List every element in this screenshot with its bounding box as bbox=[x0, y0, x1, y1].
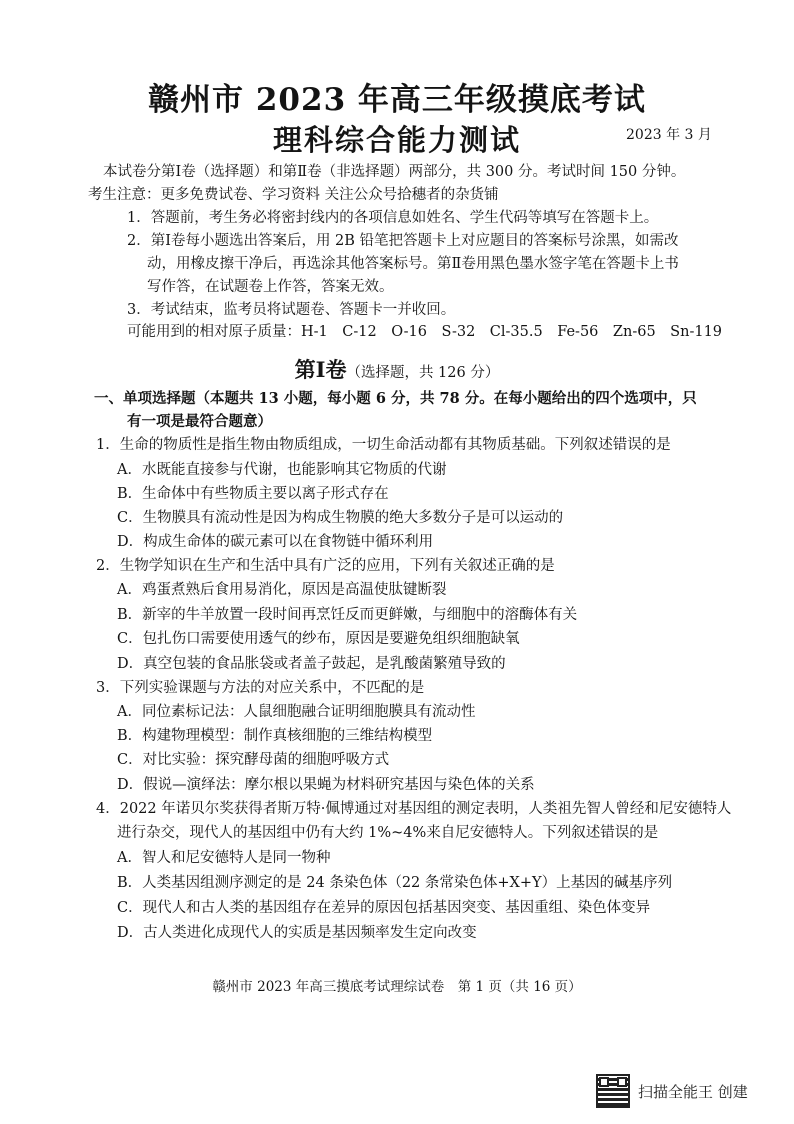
q4-stem-b: 进行杂交，现代人的基因组中仍有大约 1%~4%来自尼安德特人。下列叙述错误的是 bbox=[117, 825, 659, 841]
scanner-watermark bbox=[596, 1074, 748, 1108]
exam-title: 赣州市 2023 年高三年级摸底考试 bbox=[148, 82, 646, 118]
q4-option-d: D．古人类进化成现代人的实质是基因频率发生定向改变 bbox=[117, 925, 477, 941]
intro-notice: 考生注意：更多免费试卷、学习资料 关注公众号拾穗者的杂货铺 bbox=[88, 187, 499, 203]
intro-note-3: 3．考试结束，监考员将试题卷、答题卡一并收回。 bbox=[127, 302, 456, 318]
intro-atomic-masses: 可能用到的相对原子质量：H-1 C-12 O-16 S-32 Cl-35.5 Fe-56 Zn-65 Sn-119 bbox=[127, 324, 723, 340]
q1-option-d: D．构成生命体的碳元素可以在食物链中循环利用 bbox=[117, 534, 434, 550]
q1-option-c: C．生物膜具有流动性是因为构成生物膜的绝大多数分子是可以运动的 bbox=[117, 510, 564, 526]
q2-option-c: C．包扎伤口需要使用透气的纱布，原因是要避免组织细胞缺氧 bbox=[117, 631, 520, 647]
q2-option-a: A．鸡蛋煮熟后食用易消化，原因是高温使肽键断裂 bbox=[117, 582, 447, 598]
section-heading-b: 有一项是最符合题意） bbox=[127, 413, 272, 430]
q2-stem: 2．生物学知识在生产和生活中具有广泛的应用，下列有关叙述正确的是 bbox=[96, 558, 555, 574]
q3-option-c: C．对比实验：探究酵母菌的细胞呼吸方式 bbox=[117, 752, 390, 768]
q3-option-d: D．假说—演绎法：摩尔根以果蝇为材料研究基因与染色体的关系 bbox=[117, 777, 535, 793]
intro-note-2c: 写作答，在试题卷上作答，答案无效。 bbox=[147, 279, 394, 295]
exam-subtitle: 理科综合能力测试 bbox=[272, 123, 521, 157]
q2-option-d: D．真空包装的食品胀袋或者盖子鼓起，是乳酸菌繁殖导致的 bbox=[117, 656, 506, 672]
q3-option-b: B．构建物理模型：制作真核细胞的三维结构模型 bbox=[117, 728, 433, 744]
q4-option-c: C．现代人和古人类的基因组存在差异的原因包括基因突变、基因重组、染色体变异 bbox=[117, 900, 651, 916]
intro-note-1: 1．答题前，考生务必将密封线内的各项信息如姓名、学生代码等填写在答题卡上。 bbox=[127, 210, 659, 226]
q4-option-b: B．人类基因组测序测定的是 24 条染色体（22 条常染色体+X+Y）上基因的碱基序列 bbox=[117, 875, 673, 891]
q4-option-a: A．智人和尼安德特人是同一物种 bbox=[117, 850, 331, 866]
q2-option-b: B．新宰的牛羊放置一段时间再烹饪反而更鲜嫩，与细胞中的溶酶体有关 bbox=[117, 607, 578, 623]
section-heading-a: 一、单项选择题（本题共 13 小题，每小题 6 分，共 78 分。在每小题给出的四个选项中，只 bbox=[94, 390, 697, 407]
section-title-note: （选择题，共 126 分） bbox=[346, 365, 500, 381]
q1-option-b: B．生命体中有些物质主要以离子形式存在 bbox=[117, 486, 389, 502]
q1-stem: 1．生命的物质性是指生物由物质组成，一切生命活动都有其物质基础。下列叙述错误的是 bbox=[96, 437, 671, 453]
q1-option-a: A．水既能直接参与代谢，也能影响其它物质的代谢 bbox=[117, 462, 447, 478]
exam-date: 2023 年 3 月 bbox=[626, 127, 712, 143]
intro-note-2b: 动，用橡皮擦干净后，再选涂其他答案标号。第Ⅱ卷用黑色墨水签字笔在答题卡上书 bbox=[147, 256, 679, 272]
intro-note-2a: 2．第Ⅰ卷每小题选出答案后，用 2B 铅笔把答题卡上对应题目的答案标号涂黑，如需改 bbox=[127, 233, 679, 249]
page-footer: 赣州市 2023 年高三摸底考试理综试卷 第 1 页（共 16 页） bbox=[212, 979, 582, 995]
qr-code-icon bbox=[596, 1074, 630, 1108]
scanner-label: 扫描全能王 创建 bbox=[638, 1082, 748, 1101]
section-title-main: 第Ⅰ卷 bbox=[294, 357, 347, 382]
q3-stem: 3．下列实验课题与方法的对应关系中，不匹配的是 bbox=[96, 680, 425, 696]
q4-stem-a: 4．2022 年诺贝尔奖获得者斯万特·佩博通过对基因组的测定表明，人类祖先智人曾经和尼安德特人 bbox=[96, 801, 732, 817]
q3-option-a: A．同位素标记法：人鼠细胞融合证明细胞膜具有流动性 bbox=[117, 704, 476, 720]
section-title bbox=[0, 354, 794, 384]
intro-paper-info: 本试卷分第Ⅰ卷（选择题）和第Ⅱ卷（非选择题）两部分，共 300 分。考试时间 150 分钟。 bbox=[103, 164, 686, 180]
